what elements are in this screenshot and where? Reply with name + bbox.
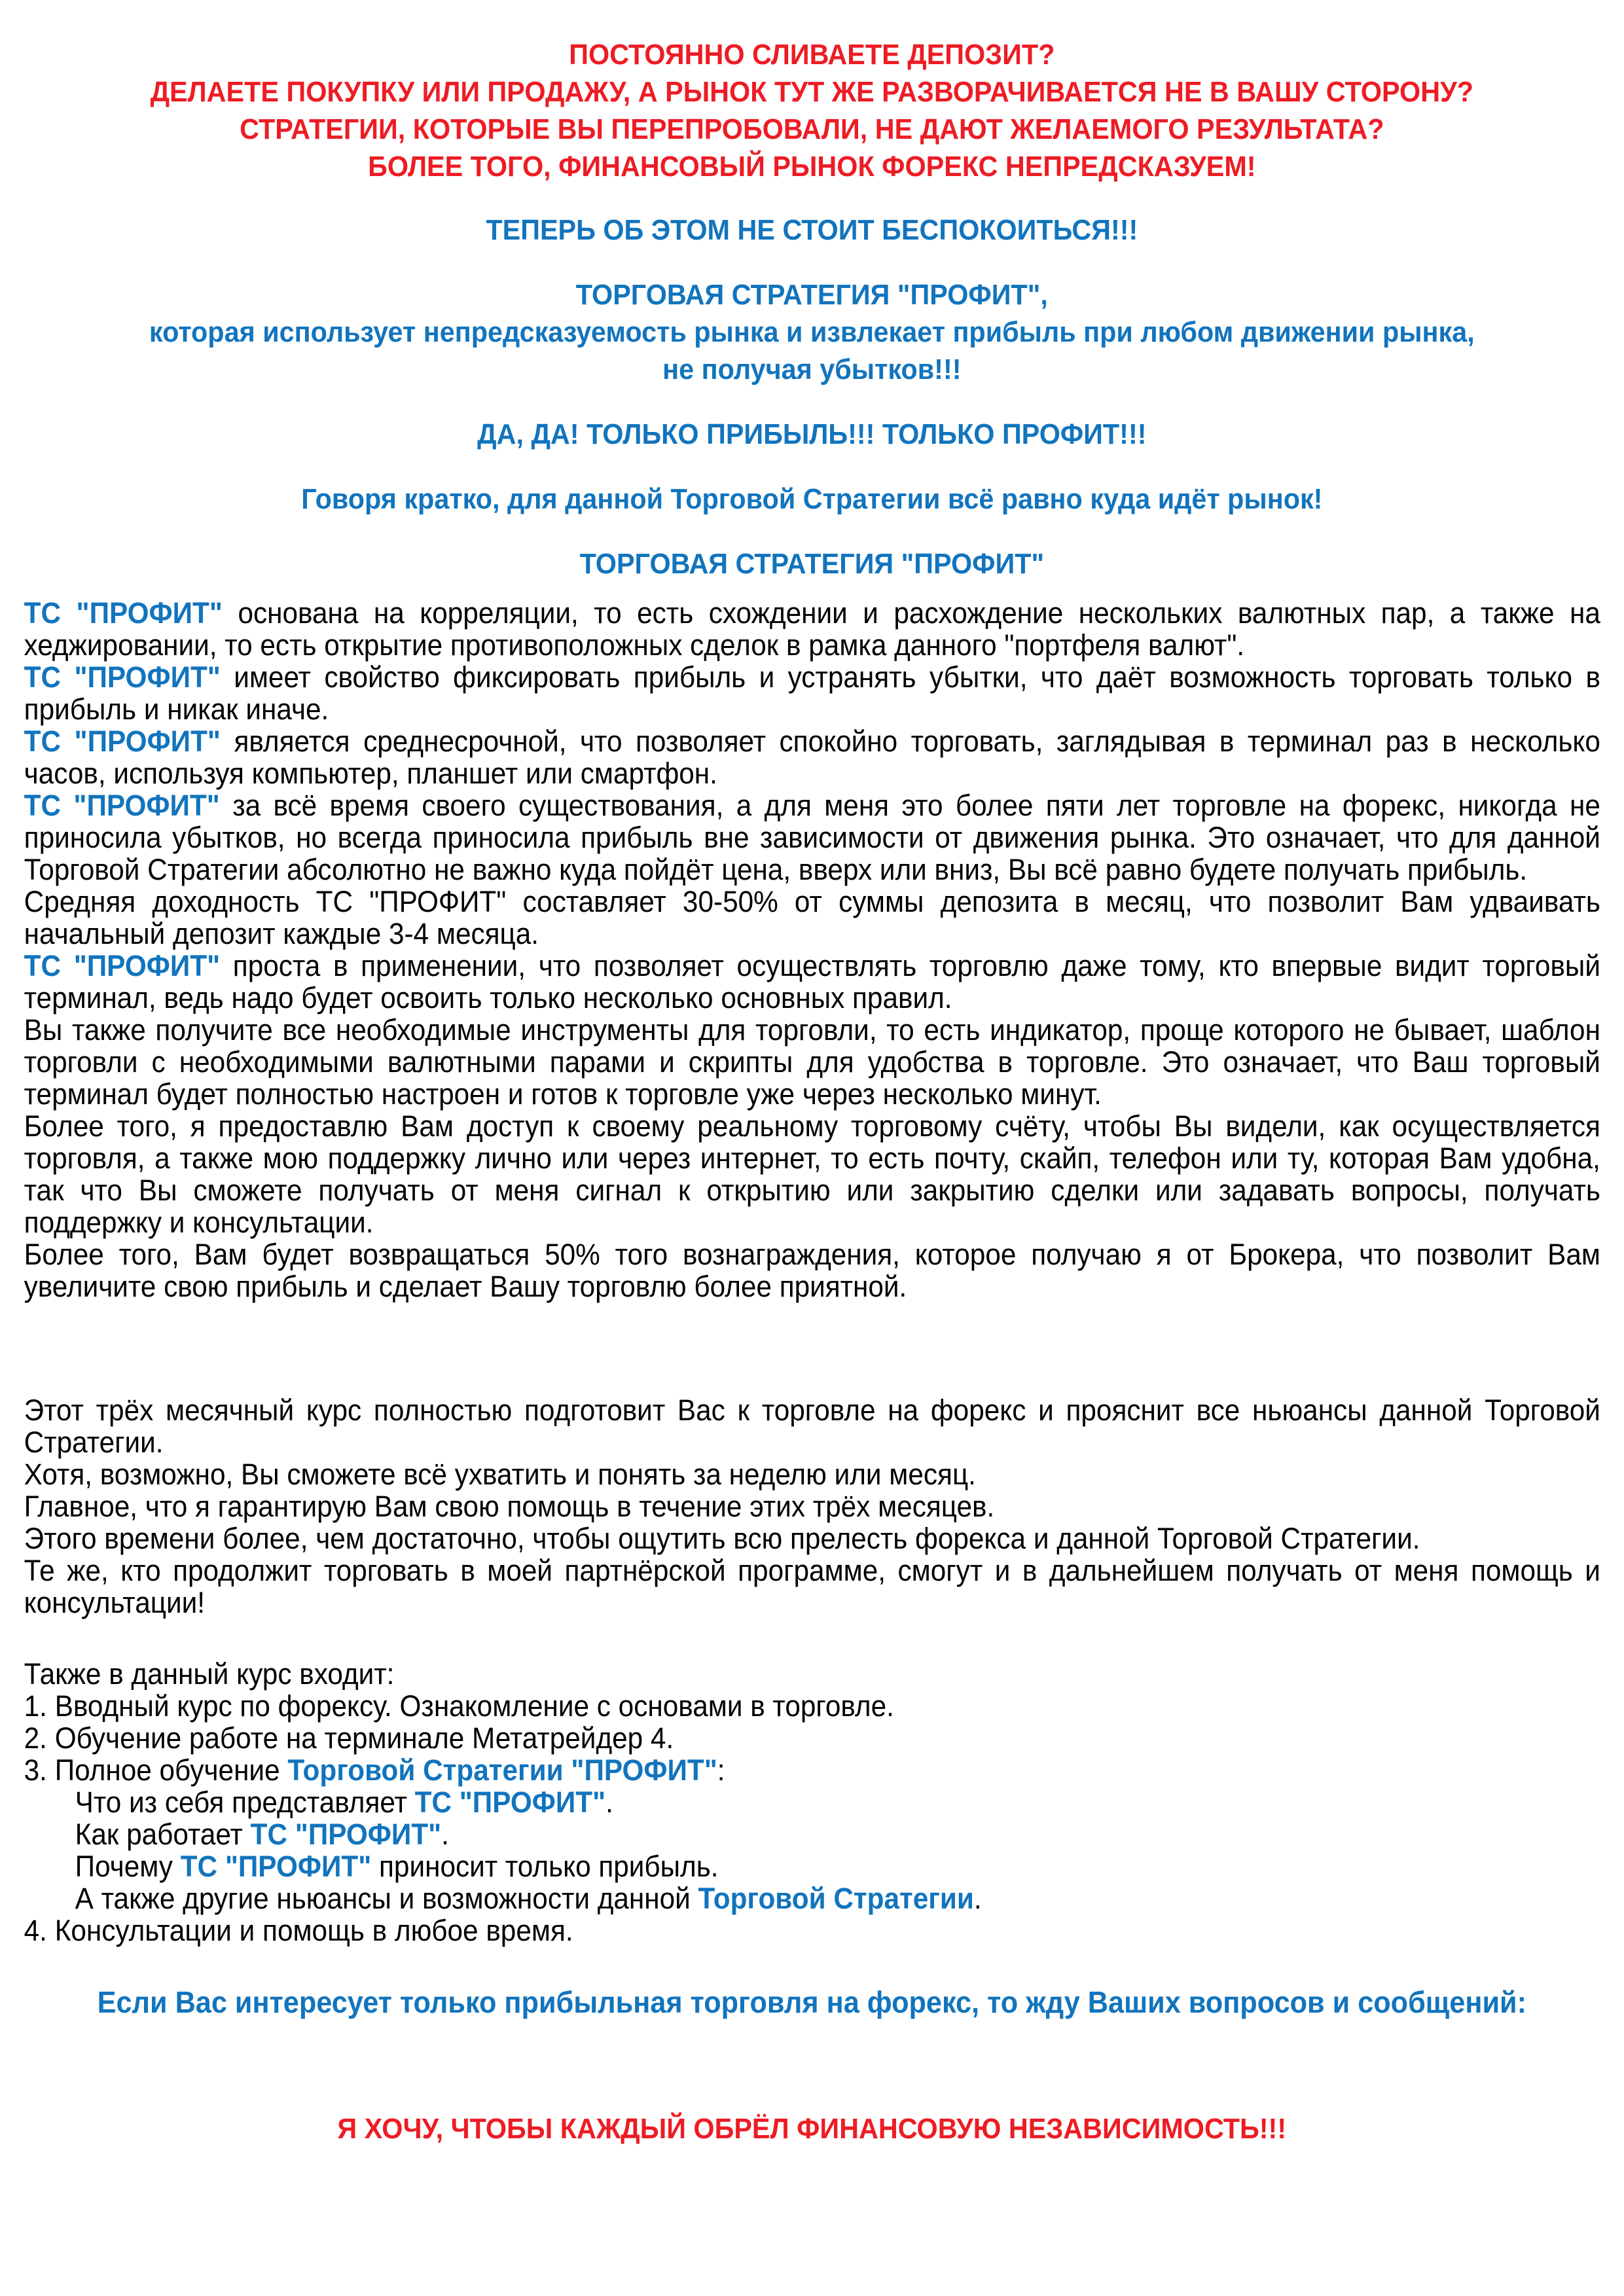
strategy-name: ТС "ПРОФИТ" bbox=[24, 789, 220, 822]
course-subitem-text: . bbox=[441, 1818, 449, 1851]
course-item: 2. Обучение работе на терминале Метатрейдер 4. bbox=[24, 1721, 674, 1755]
paragraph-text: Средняя доходность ТС "ПРОФИТ" составляет 30-50% от суммы депозита в месяц, что позволит Вам удваивать начальный депозит каждые 3-4 месяца. bbox=[24, 885, 1600, 950]
paragraph-text: за всё время своего существования, а для меня это более пяти лет торговле на форекс, никогда не приносила убытков, но всегда приносила прибыль вне зависимости от движения рынка. Это означает, что для данной Торговой Стратегии абсолютно не важно куда пойдёт цена, вверх или вниз, Вы всё равно будете получать прибыль. bbox=[24, 789, 1600, 886]
description-paragraph bbox=[24, 725, 1600, 789]
course-contents-intro: Также в данный курс входит: bbox=[24, 1657, 395, 1691]
description-paragraph bbox=[24, 886, 1600, 950]
paragraph-text: основана на корреляции, то есть схождении и расхождение нескольких валютных пар, а также на хеджировании, то есть открытие противоположных сделок в рамка данного "портфеля валют". bbox=[24, 596, 1600, 662]
course-subitem-text: Как работает bbox=[75, 1818, 251, 1851]
course-subitem bbox=[24, 1882, 1600, 1914]
strategy-name: ТС "ПРОФИТ" bbox=[24, 725, 221, 758]
strategy-subtitle-line1: которая использует непредсказуемость рынка и извлекает прибыль при любом движении рынка, bbox=[149, 316, 1475, 348]
course-subitem-text: . bbox=[973, 1882, 982, 1915]
course-subitem-text: приносит только прибыль. bbox=[371, 1850, 719, 1883]
paragraph-text: Вы также получите все необходимые инструменты для торговли, то есть индикатор, проще которого не бывает, шаблон торговли с необходимыми валютными парами и скрипты для удобства в торговле. Это означает, что Ваш торговый терминал будет полностью настроен и готов к торговле уже через несколько минут. bbox=[24, 1013, 1600, 1111]
strategy-name: Торговой Стратегии "ПРОФИТ" bbox=[287, 1753, 717, 1787]
strategy-name: ТС "ПРОФИТ" bbox=[180, 1850, 372, 1883]
reassurance-heading: ТЕПЕРЬ ОБ ЭТОМ НЕ СТОИТ БЕСПОКОИТЬСЯ!!! bbox=[486, 214, 1138, 246]
description-paragraph bbox=[24, 1238, 1600, 1302]
course-item-text: : bbox=[717, 1753, 725, 1787]
course-subitem-text: Почему bbox=[75, 1850, 181, 1883]
summary-heading: Говоря кратко, для данной Торговой Стратегии всё равно куда идёт рынок! bbox=[301, 483, 1323, 515]
strategy-name: ТС "ПРОФИТ" bbox=[414, 1785, 606, 1819]
strategy-name: ТС "ПРОФИТ" bbox=[24, 949, 221, 982]
description-paragraph bbox=[24, 1014, 1600, 1110]
section-title: ТОРГОВАЯ СТРАТЕГИЯ "ПРОФИТ" bbox=[579, 548, 1045, 580]
course-description bbox=[0, 1394, 1624, 1619]
paragraph-text: проста в применении, что позволяет осуществлять торговлю даже тому, кто впервые видит торговый терминал, ведь надо будет освоить только несколько основных правил. bbox=[24, 949, 1600, 1014]
description-paragraph bbox=[24, 950, 1600, 1014]
course-item: 1. Вводный курс по форексу. Ознакомление с основами в торговле. bbox=[24, 1689, 894, 1723]
description-paragraph bbox=[24, 789, 1600, 886]
course-subitem-text: А также другие ньюансы и возможности данной bbox=[75, 1882, 698, 1915]
course-paragraph: Хотя, возможно, Вы сможете всё ухватить и понять за неделю или месяц. bbox=[24, 1458, 976, 1491]
course-paragraph: Этого времени более, чем достаточно, чтобы ощутить всю прелесть форекса и данной Торговой Стратегии. bbox=[24, 1522, 1420, 1555]
course-item bbox=[24, 1754, 1600, 1786]
final-statement: Я ХОЧУ, ЧТОБЫ КАЖДЫЙ ОБРЁЛ ФИНАНСОВУЮ НЕЗАВИСИМОСТЬ!!! bbox=[337, 2113, 1287, 2145]
strategy-description bbox=[0, 597, 1624, 1302]
paragraph-text: имеет свойство фиксировать прибыль и устранять убытки, что даёт возможность торговать только в прибыль и никак иначе. bbox=[24, 660, 1600, 726]
strategy-name: ТС "ПРОФИТ" bbox=[250, 1818, 442, 1851]
paragraph-text: Более того, я предоставлю Вам доступ к своему реальному торговому счёту, чтобы Вы видели, как осуществляется торговля, а также мою поддержку лично или через интернет, то есть почту, скайп, телефон или ту, которая Вам удобна, так что Вы сможете получать от меня сигнал к открытию или закрытию сделки или задавать вопросы, получать поддержку и консультации. bbox=[24, 1109, 1600, 1239]
slogan-heading: ДА, ДА! ТОЛЬКО ПРИБЫЛЬ!!! ТОЛЬКО ПРОФИТ!!! bbox=[477, 418, 1147, 450]
course-subitem bbox=[24, 1850, 1600, 1882]
paragraph-text: является среднесрочной, что позволяет спокойно торговать, заглядывая в терминал раз в несколько часов, используя компьютер, планшет или смартфон. bbox=[24, 725, 1600, 790]
strategy-title: ТОРГОВАЯ СТРАТЕГИЯ "ПРОФИТ", bbox=[575, 279, 1048, 311]
description-paragraph bbox=[24, 661, 1600, 725]
course-item-text: 3. Полное обучение bbox=[24, 1753, 288, 1787]
course-paragraph: Главное, что я гарантирую Вам свою помощь в течение этих трёх месяцев. bbox=[24, 1490, 995, 1523]
cta-line: Если Вас интересует только прибыльная торговля на форекс, то жду Ваших вопросов и сообщений: bbox=[97, 1985, 1527, 2019]
paragraph-text: Более того, Вам будет возвращаться 50% того вознаграждения, которое получаю я от Брокера, что позволит Вам увеличите свою прибыль и сделает Вашу торговлю более приятной. bbox=[24, 1238, 1600, 1303]
course-subitem bbox=[24, 1818, 1600, 1850]
description-paragraph bbox=[24, 597, 1600, 661]
intro-question-line: ДЕЛАЕТЕ ПОКУПКУ ИЛИ ПРОДАЖУ, А РЫНОК ТУТ ЖЕ РАЗВОРАЧИВАЕТСЯ НЕ В ВАШУ СТОРОНУ? bbox=[150, 76, 1474, 108]
course-item: 4. Консультации и помощь в любое время. bbox=[24, 1914, 573, 1947]
intro-question-line: СТРАТЕГИИ, КОТОРЫЕ ВЫ ПЕРЕПРОБОВАЛИ, НЕ ДАЮТ ЖЕЛАЕМОГО РЕЗУЛЬТАТА? bbox=[240, 113, 1384, 145]
intro-question-line: БОЛЕЕ ТОГО, ФИНАНСОВЫЙ РЫНОК ФОРЕКС НЕПРЕДСКАЗУЕМ! bbox=[368, 151, 1256, 183]
intro-question-line: ПОСТОЯННО СЛИВАЕТЕ ДЕПОЗИТ? bbox=[569, 39, 1055, 71]
strategy-name: ТС "ПРОФИТ" bbox=[24, 660, 221, 694]
course-paragraph: Этот трёх месячный курс полностью подготовит Вас к торговле на форекс и прояснит все ньюансы данной Торговой Стратегии. bbox=[24, 1393, 1600, 1459]
course-paragraph: Те же, кто продолжит торговать в моей партнёрской программе, смогут и в дальнейшем получать от меня помощь и консультации! bbox=[24, 1554, 1600, 1619]
strategy-name: Торговой Стратегии bbox=[698, 1882, 974, 1915]
course-contents bbox=[0, 1658, 1624, 1946]
course-subitem bbox=[24, 1786, 1600, 1818]
course-subitem-text: Что из себя представляет bbox=[75, 1785, 415, 1819]
strategy-name: ТС "ПРОФИТ" bbox=[24, 596, 223, 630]
description-paragraph bbox=[24, 1110, 1600, 1238]
strategy-subtitle-line2: не получая убытков!!! bbox=[662, 353, 962, 386]
course-subitem-text: . bbox=[605, 1785, 613, 1819]
